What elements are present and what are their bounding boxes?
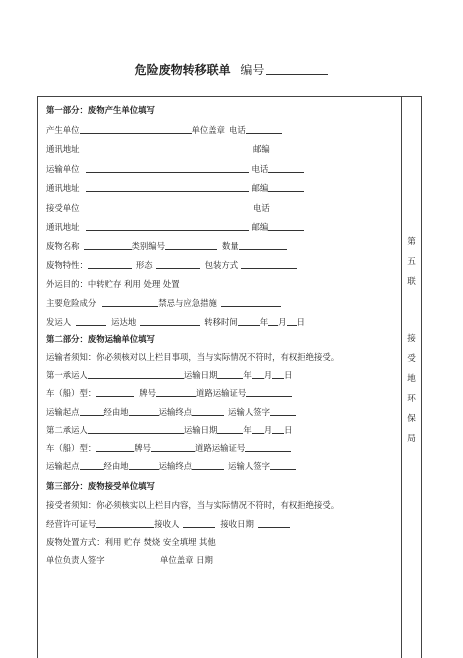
signature-label: 运输人签字: [228, 407, 270, 417]
seal-label: 单位盖章: [191, 125, 225, 135]
carrier2-vehicle-row: [46, 442, 291, 454]
permit-label: 道路运输证号: [195, 443, 246, 453]
address-label: 通讯地址: [46, 222, 80, 232]
vehicle-label: 车（船）型：: [46, 443, 97, 453]
producer-postcode: [253, 143, 270, 155]
phone-label: 电话: [229, 125, 246, 135]
copy-char: 五: [407, 257, 416, 267]
producer-field[interactable]: [80, 124, 192, 134]
carrier1-end-field[interactable]: [192, 406, 224, 416]
transfer-time-label: 转移时间: [204, 317, 238, 327]
copy-number-label: [401, 236, 422, 288]
carrier1-permit-field[interactable]: [246, 387, 292, 397]
category-code-label: 类别编号: [131, 241, 165, 251]
packaging-field[interactable]: [241, 259, 297, 269]
receive-date-label: 接收日期: [220, 519, 254, 529]
plate-label: 牌号: [139, 388, 156, 398]
part3-heading: 第三部分：废物接受单位填写: [46, 481, 155, 491]
day-label: 日: [284, 425, 293, 435]
waste-name-row: [46, 240, 287, 252]
quantity-label: 数量: [222, 241, 239, 251]
phone-label: 电话: [253, 203, 270, 213]
seal-date-row: [160, 554, 213, 566]
carrier1-field[interactable]: [88, 369, 184, 379]
copy-char: 联: [407, 277, 416, 287]
carrier1-month-field[interactable]: [252, 369, 264, 379]
receive-date-field[interactable]: [258, 518, 290, 528]
year-label: 年: [259, 317, 269, 327]
holder-char: 环: [407, 394, 416, 404]
via-label: 经由地: [103, 407, 129, 417]
taboo-field[interactable]: [221, 297, 281, 307]
signature-label: 运输人签字: [228, 461, 270, 471]
license-label: 经营许可证号: [46, 519, 97, 529]
carrier2-end-field[interactable]: [192, 460, 224, 470]
producer-phone-field[interactable]: [246, 124, 282, 134]
address-label: 通讯地址: [46, 144, 80, 154]
carrier2-label: 第二承运人: [46, 425, 88, 435]
vehicle-label: 车（船）型：: [46, 388, 97, 398]
transporter-address-row: [46, 182, 304, 194]
hazard-row: [46, 297, 281, 309]
day-label: 日: [284, 370, 293, 380]
packaging-label: 包装方式: [204, 260, 239, 270]
transfer-month-field[interactable]: [268, 316, 278, 326]
taboo-label: 禁忌与应急措施: [158, 298, 217, 308]
carrier2-day-field[interactable]: [272, 424, 284, 434]
transporter-label: 运输单位: [46, 164, 80, 174]
carrier2-vehicle-field[interactable]: [96, 442, 134, 452]
hazard-label: 主要危险成分: [46, 298, 97, 308]
head-sign-row: [46, 554, 105, 566]
head-sign-label: 单位负责人签字: [46, 555, 105, 565]
transporter-phone-field[interactable]: [268, 163, 304, 173]
form-label: 形态: [135, 260, 153, 270]
receiver-row: [46, 202, 80, 214]
seal-date-label: 单位盖章 日期: [160, 555, 213, 565]
form-title-main: 危险废物转移联单: [134, 63, 231, 77]
form-number-label: 编号: [240, 63, 265, 77]
carrier1-vehicle-row: [46, 387, 292, 399]
carrier2-month-field[interactable]: [252, 424, 264, 434]
receiver-postcode-field[interactable]: [268, 221, 304, 231]
holder-char: 接: [407, 334, 416, 344]
month-label: 月: [278, 317, 287, 327]
form-field[interactable]: [156, 259, 200, 269]
receiver-label: 接受单位: [46, 203, 80, 213]
carrier2-field[interactable]: [88, 424, 184, 434]
holder-char: 地: [407, 374, 416, 384]
part1-heading: 第一部分：废物产生单位填写: [46, 105, 155, 115]
receiver-address-row: [46, 221, 304, 233]
transporter-address-field[interactable]: [86, 182, 249, 192]
license-field[interactable]: [96, 518, 154, 528]
end-label: 运输终点: [158, 461, 193, 471]
carrier1-day-field[interactable]: [272, 369, 284, 379]
category-code-field[interactable]: [165, 240, 217, 250]
part2-heading: 第二部分：废物运输单位填写: [46, 334, 155, 344]
year-label: 年: [243, 370, 252, 380]
copy-holder-label: [401, 333, 422, 445]
holder-char: 局: [407, 434, 416, 444]
carrier1-signature-field[interactable]: [270, 406, 296, 416]
receive-notice: 接受者须知：你必须核实以上栏目内容，当与实际情况不符时，有权拒绝接受。: [46, 500, 340, 510]
form-number-field[interactable]: [266, 62, 328, 75]
waste-name-field[interactable]: [84, 240, 132, 250]
sender-label: 发运人: [46, 317, 72, 327]
postcode-label: 邮编: [251, 222, 269, 232]
license-row: [46, 518, 290, 530]
transport-date-label: 运输日期: [183, 425, 218, 435]
carrier1-route-row: [46, 406, 296, 418]
carrier1-row: [46, 369, 293, 381]
carrier1-plate-field[interactable]: [156, 387, 196, 397]
producer-label: 产生单位: [46, 125, 80, 135]
purpose-row: 外运目的：中转贮存 利用 处理 处置: [46, 279, 180, 289]
disposal-row: 废物处置方式：利用 贮存 焚烧 安全填埋 其他: [46, 537, 216, 547]
day-label: 日: [296, 317, 305, 327]
carrier2-via-field[interactable]: [129, 460, 159, 470]
via-label: 经由地: [103, 461, 129, 471]
transport-notice: 运输者须知：你必须核对以上栏目事项，当与实际情况不符时，有权拒绝接受。: [46, 352, 340, 362]
carrier2-plate-field[interactable]: [151, 442, 195, 452]
carrier2-signature-field[interactable]: [270, 460, 296, 470]
destination-label: 运达地: [111, 317, 137, 327]
form-title: [0, 62, 463, 78]
year-label: 年: [243, 425, 252, 435]
start-label: 运输起点: [46, 461, 80, 471]
month-label: 月: [263, 370, 273, 380]
start-label: 运输起点: [46, 407, 80, 417]
end-label: 运输终点: [158, 407, 193, 417]
carrier2-permit-field[interactable]: [245, 442, 291, 452]
recipient-field[interactable]: [183, 518, 215, 528]
carrier1-start-field[interactable]: [80, 406, 104, 416]
transfer-year-field[interactable]: [238, 316, 260, 326]
producer-row: [46, 124, 282, 136]
address-label: 通讯地址: [46, 183, 80, 193]
transporter-field[interactable]: [86, 163, 249, 173]
postcode-label: 邮编: [253, 144, 270, 154]
transport-date-label: 运输日期: [183, 370, 218, 380]
waste-name-label: 废物名称: [46, 241, 80, 251]
transporter-postcode-field[interactable]: [268, 182, 304, 192]
transporter-row: [46, 163, 304, 175]
receiver-address-field[interactable]: [86, 221, 249, 231]
sender-row: [46, 316, 305, 328]
copy-char: 第: [407, 237, 416, 247]
transfer-day-field[interactable]: [287, 316, 297, 326]
waste-property-label: 废物特性：: [46, 260, 88, 270]
carrier1-year-field[interactable]: [217, 369, 243, 379]
carrier2-route-row: [46, 460, 296, 472]
producer-address-row: [46, 143, 80, 155]
receiver-phone: [253, 202, 270, 214]
recipient-label: 接收人: [154, 519, 180, 529]
hazard-field[interactable]: [102, 297, 158, 307]
destination-field[interactable]: [140, 316, 200, 326]
carrier1-label: 第一承运人: [46, 370, 88, 380]
carrier2-year-field[interactable]: [217, 424, 243, 434]
phone-label: 电话: [251, 164, 269, 174]
permit-label: 道路运输证号: [196, 388, 247, 398]
quantity-field[interactable]: [239, 240, 287, 250]
carrier2-start-field[interactable]: [80, 460, 104, 470]
carrier1-vehicle-field[interactable]: [96, 387, 134, 397]
waste-property-field[interactable]: [88, 259, 132, 269]
holder-char: 保: [407, 414, 416, 424]
sender-field[interactable]: [76, 316, 106, 326]
carrier2-row: [46, 424, 293, 436]
carrier1-via-field[interactable]: [129, 406, 159, 416]
postcode-label: 邮编: [251, 183, 269, 193]
waste-property-row: [46, 259, 297, 271]
plate-label: 牌号: [134, 443, 151, 453]
holder-char: 受: [407, 354, 416, 364]
month-label: 月: [263, 425, 273, 435]
